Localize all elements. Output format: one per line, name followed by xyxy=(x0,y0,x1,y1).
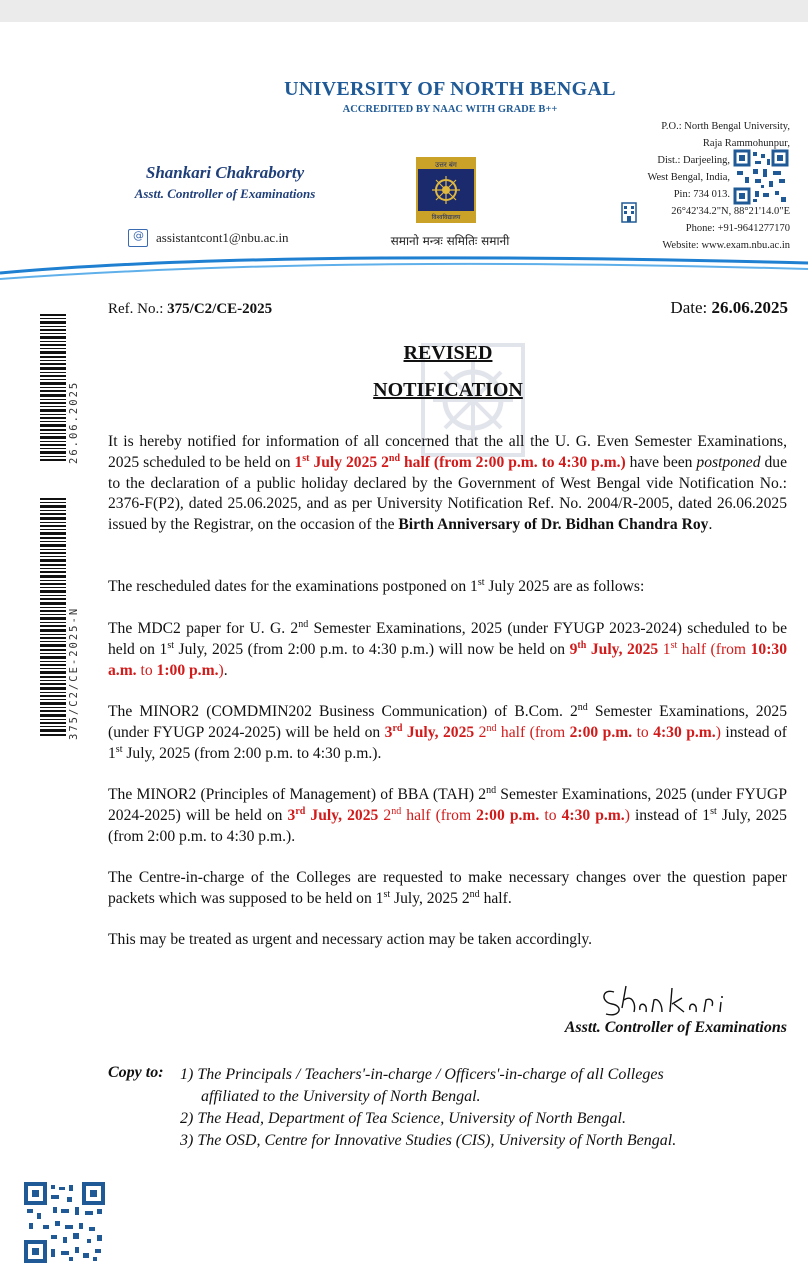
ref-label: Ref. No.: xyxy=(108,301,168,317)
accreditation-line: ACCREDITED BY NAAC WITH GRADE B++ xyxy=(342,104,558,115)
signatory-title: Asstt. Controller of Examinations xyxy=(564,1019,787,1036)
email-row[interactable] xyxy=(128,229,289,247)
date-label: Date: xyxy=(670,298,712,317)
phone: Phone: +91-9641277170 xyxy=(685,223,790,234)
email-address[interactable]: assistantcont1@nbu.ac.in xyxy=(156,230,289,245)
ref-value: 375/C2/CE-2025 xyxy=(167,301,273,317)
header-divider-wave xyxy=(0,255,808,285)
side-code-ref: 375/C2/CE-2025-N xyxy=(68,606,80,740)
copy-to-item: 1) The Principals / Teachers'-in-charge / Officers'-in-charge of all Colleges affiliated to the University of North Bengal. xyxy=(180,1066,664,1105)
logo-bottom-text: विश्वविद्यालय xyxy=(431,214,461,221)
signature xyxy=(600,982,750,1022)
address-line: Raja Rammohunpur, xyxy=(702,138,790,149)
verification-qr-code xyxy=(23,1181,106,1264)
coordinates: 26°42'34.2"N, 88°21'14.0"E xyxy=(671,206,790,217)
logo-top-text: उत्तर बंग xyxy=(435,161,457,169)
address-line: P.O.: North Bengal University, xyxy=(661,121,790,132)
paragraph-urgent: This may be treated as urgent and necessary action may be taken accordingly. xyxy=(108,931,593,948)
controller-role: Asstt. Controller of Examinations xyxy=(134,186,316,201)
university-name: UNIVERSITY OF NORTH BENGAL xyxy=(284,78,616,100)
notice-date xyxy=(670,298,788,318)
side-barcode-date xyxy=(40,312,66,464)
copy-to-list xyxy=(180,1064,780,1152)
date-value: 26.06.2025 xyxy=(711,298,788,317)
building-icon xyxy=(621,201,637,223)
header-qr-code xyxy=(733,149,789,205)
copy-to-label: Copy to: xyxy=(108,1064,164,1081)
paragraph-centre-in-charge: The Centre-in-charge of the Colleges are requested to make necessary changes over the question paper packets which was supposed to be held on 1st July, 2025 2nd half. xyxy=(108,869,787,907)
paragraph-postponement: It is hereby notified for information of all concerned that the all the U. G. Even Semester Examinations, 2025 scheduled to be held on 1st July 2025 2nd half (from 2:00 p.m. to 4:30 p.m.) have been postponed due to the declaration of a public holiday declared by the Government of West Bengal vide Notification No.: 2376-F(P2), dated 25.06.2025, and as per University Notification Ref. No. 2004/R-2005, dated 26.06.2025 issued by the Registrar, on the occasion of the Birth Anniversary of Dr. Bidhan Chandra Roy. xyxy=(108,433,787,534)
top-status-bar xyxy=(0,0,808,22)
reference-number xyxy=(108,301,272,318)
copy-to-item: 2) The Head, Department of Tea Science, University of North Bengal. xyxy=(180,1110,626,1127)
title-revised: REVISED xyxy=(403,342,493,364)
paragraph-mdc2: The MDC2 paper for U. G. 2nd Semester Examinations, 2025 (under FYUGP 2023-2024) scheduled to be held on 1st July, 2025 (from 2:00 p.m. to 4:30 p.m.) will now be held on 9th July, 2025 1st half (from 10:30 a.m. to 1:00 p.m.). xyxy=(108,618,787,679)
side-code-date: 26.06.2025 xyxy=(68,380,80,464)
controller-name: Shankari Chakraborty xyxy=(145,163,305,182)
paragraph-bba-minor2: The MINOR2 (Principles of Management) of BBA (TAH) 2nd Semester Examinations, 2025 (under FYUGP 2024-2025) will be held on 3rd July, 2025 2nd half (from 2:00 p.m. to 4:30 p.m.) instead of 1st July, 2025 (from 2:00 p.m. to 4:30 p.m.). xyxy=(108,784,787,845)
title-notification: NOTIFICATION xyxy=(373,379,523,401)
side-barcode-ref xyxy=(40,496,66,740)
address-line: Pin: 734 013. xyxy=(673,189,730,200)
email-icon xyxy=(128,229,148,247)
paragraph-bcom-minor2: The MINOR2 (COMDMIN202 Business Communication) of B.Com. 2nd Semester Examinations, 2025 (under FYUGP 2024-2025) will be held on 3rd July, 2025 2nd half (from 2:00 p.m. to 4:30 p.m.) instead of 1st July, 2025 (from 2:00 p.m. to 4:30 p.m.). xyxy=(108,701,787,762)
website[interactable]: Website: www.exam.nbu.ac.in xyxy=(662,240,790,251)
university-logo xyxy=(416,157,476,223)
paragraph-rescheduled-intro: The rescheduled dates for the examinations postponed on 1st July 2025 are as follows: xyxy=(108,576,645,595)
address-line: West Bengal, India, xyxy=(647,172,730,183)
address-line: Dist.: Darjeeling, xyxy=(657,155,730,166)
motto: समानो मन्त्रः समितिः समानी xyxy=(390,234,510,248)
copy-to-item: 3) The OSD, Centre for Innovative Studies (CIS), University of North Bengal. xyxy=(180,1132,677,1149)
